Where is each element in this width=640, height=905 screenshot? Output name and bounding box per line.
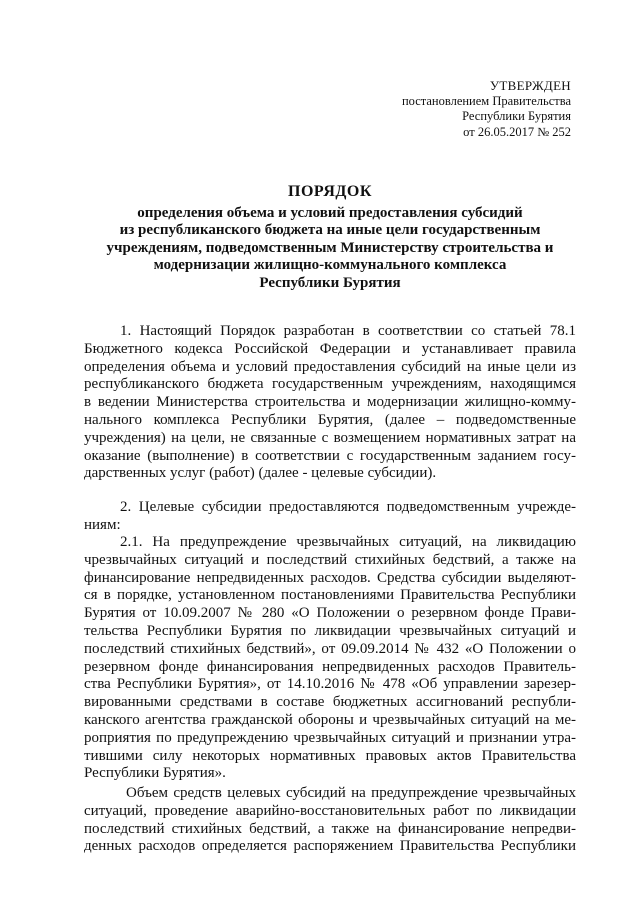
- paragraph-line: Бюджетного кодекса Российской Федерации и устанавливает правила: [84, 340, 576, 357]
- title-line: учреждениям, подведомственным Министерству строительства и: [106, 239, 554, 256]
- paragraph-2-1: [84, 534, 576, 783]
- paragraph-line: финансирование непредвиденных расходов. Средства субсидии выделяют-: [84, 569, 576, 586]
- paragraph-line: ниям:: [84, 516, 121, 533]
- approval-line-1: постановлением Правительства: [401, 93, 571, 108]
- approval-heading: УТВЕРЖДЕН: [489, 78, 571, 93]
- paragraph-line: резервном фонде финансирования непредвиденных расходов Правитель-: [84, 658, 576, 675]
- title-line: из республиканского бюджета на иные цели государственным: [119, 222, 541, 238]
- paragraph-line: вированными средствами в составе бюджетных ассигнований республи-: [84, 694, 576, 711]
- paragraph-line: тившими силу некоторых нормативных правовых актов Правительства: [84, 747, 576, 764]
- paragraph-line: Республики Бурятия».: [84, 765, 226, 782]
- title-line: Республики Бурятия: [259, 274, 401, 291]
- paragraph-line: последствий стихийных бедствий», от 09.09.2014 № 432 «О Положении о: [84, 640, 576, 657]
- paragraph-line: 2. Целевые субсидии предоставляются подведомственным учрежде-: [120, 499, 576, 515]
- paragraph-line: чрезвычайных ситуаций и последствий стихийных бедствий, а также на: [84, 551, 576, 568]
- paragraph-line: ства Республики Бурятия», от 14.10.2016 № 478 «Об управлении зарезер-: [84, 676, 576, 693]
- paragraph-line: дарственных услуг (работ) (далее - целевые субсидии).: [84, 465, 437, 482]
- document-title: [84, 183, 576, 292]
- paragraph-line: тельства Республики Бурятия по ликвидации чрезвычайных ситуаций и: [84, 622, 576, 639]
- paragraph-line: 1. Настоящий Порядок разработан в соответствии со статьей 78.1: [120, 323, 576, 339]
- paragraph-line: оказание (выполнение) в соответствии с государственным заданием госу-: [84, 447, 576, 464]
- approval-line-2: Республики Бурятия: [462, 109, 571, 123]
- paragraph-line: республиканского бюджета государственным учреждениям, находящимся: [84, 376, 576, 393]
- paragraph-line: ситуаций, проведение аварийно-восстановительных работ по ликвидации: [84, 802, 576, 819]
- approval-stamp-block: [402, 78, 571, 140]
- paragraph-line: последствий стихийных бедствий, а также на финансирование непредви-: [84, 820, 576, 837]
- paragraph-line: учреждения) на цели, не связанные с возмещением нормативных затрат на: [84, 429, 576, 446]
- paragraph-line: Объем средств целевых субсидий на предупреждение чрезвычайных: [126, 785, 576, 801]
- paragraph-1: [84, 323, 576, 483]
- paragraph-line: нального комплекса Республики Бурятия, (далее – подведомственные: [84, 411, 576, 428]
- paragraph-line: канского агентства гражданской обороны и чрезвычайных ситуаций на ме-: [84, 711, 576, 728]
- title-main: ПОРЯДОК: [288, 183, 372, 200]
- paragraph-line: 2.1. На предупреждение чрезвычайных ситуаций, на ликвидацию: [120, 534, 576, 550]
- title-line: определения объема и условий предоставления субсидий: [137, 204, 523, 221]
- paragraph-line: роприятия по предупреждению чрезвычайных ситуаций и признании утра-: [84, 729, 576, 746]
- paragraph-3: [84, 785, 576, 856]
- paragraph-line: ся в порядке, установленном постановлениями Правительства Республики: [84, 587, 576, 604]
- paragraph-line: денных расходов определяется распоряжением Правительства Республики: [84, 838, 576, 855]
- title-line: модернизации жилищно-коммунального комплекса: [153, 257, 507, 273]
- approval-date-number: от 26.05.2017 № 252: [463, 124, 571, 139]
- paragraph-line: определения объема и условий предоставления субсидий на иные цели из: [84, 358, 576, 375]
- paragraph-line: в ведении Министерства строительства и модернизации жилищно-комму-: [84, 394, 576, 411]
- paragraph-line: Бурятия от 10.09.2007 № 280 «О Положении о резервном фонде Прави-: [84, 605, 576, 622]
- paragraph-2: [84, 499, 576, 535]
